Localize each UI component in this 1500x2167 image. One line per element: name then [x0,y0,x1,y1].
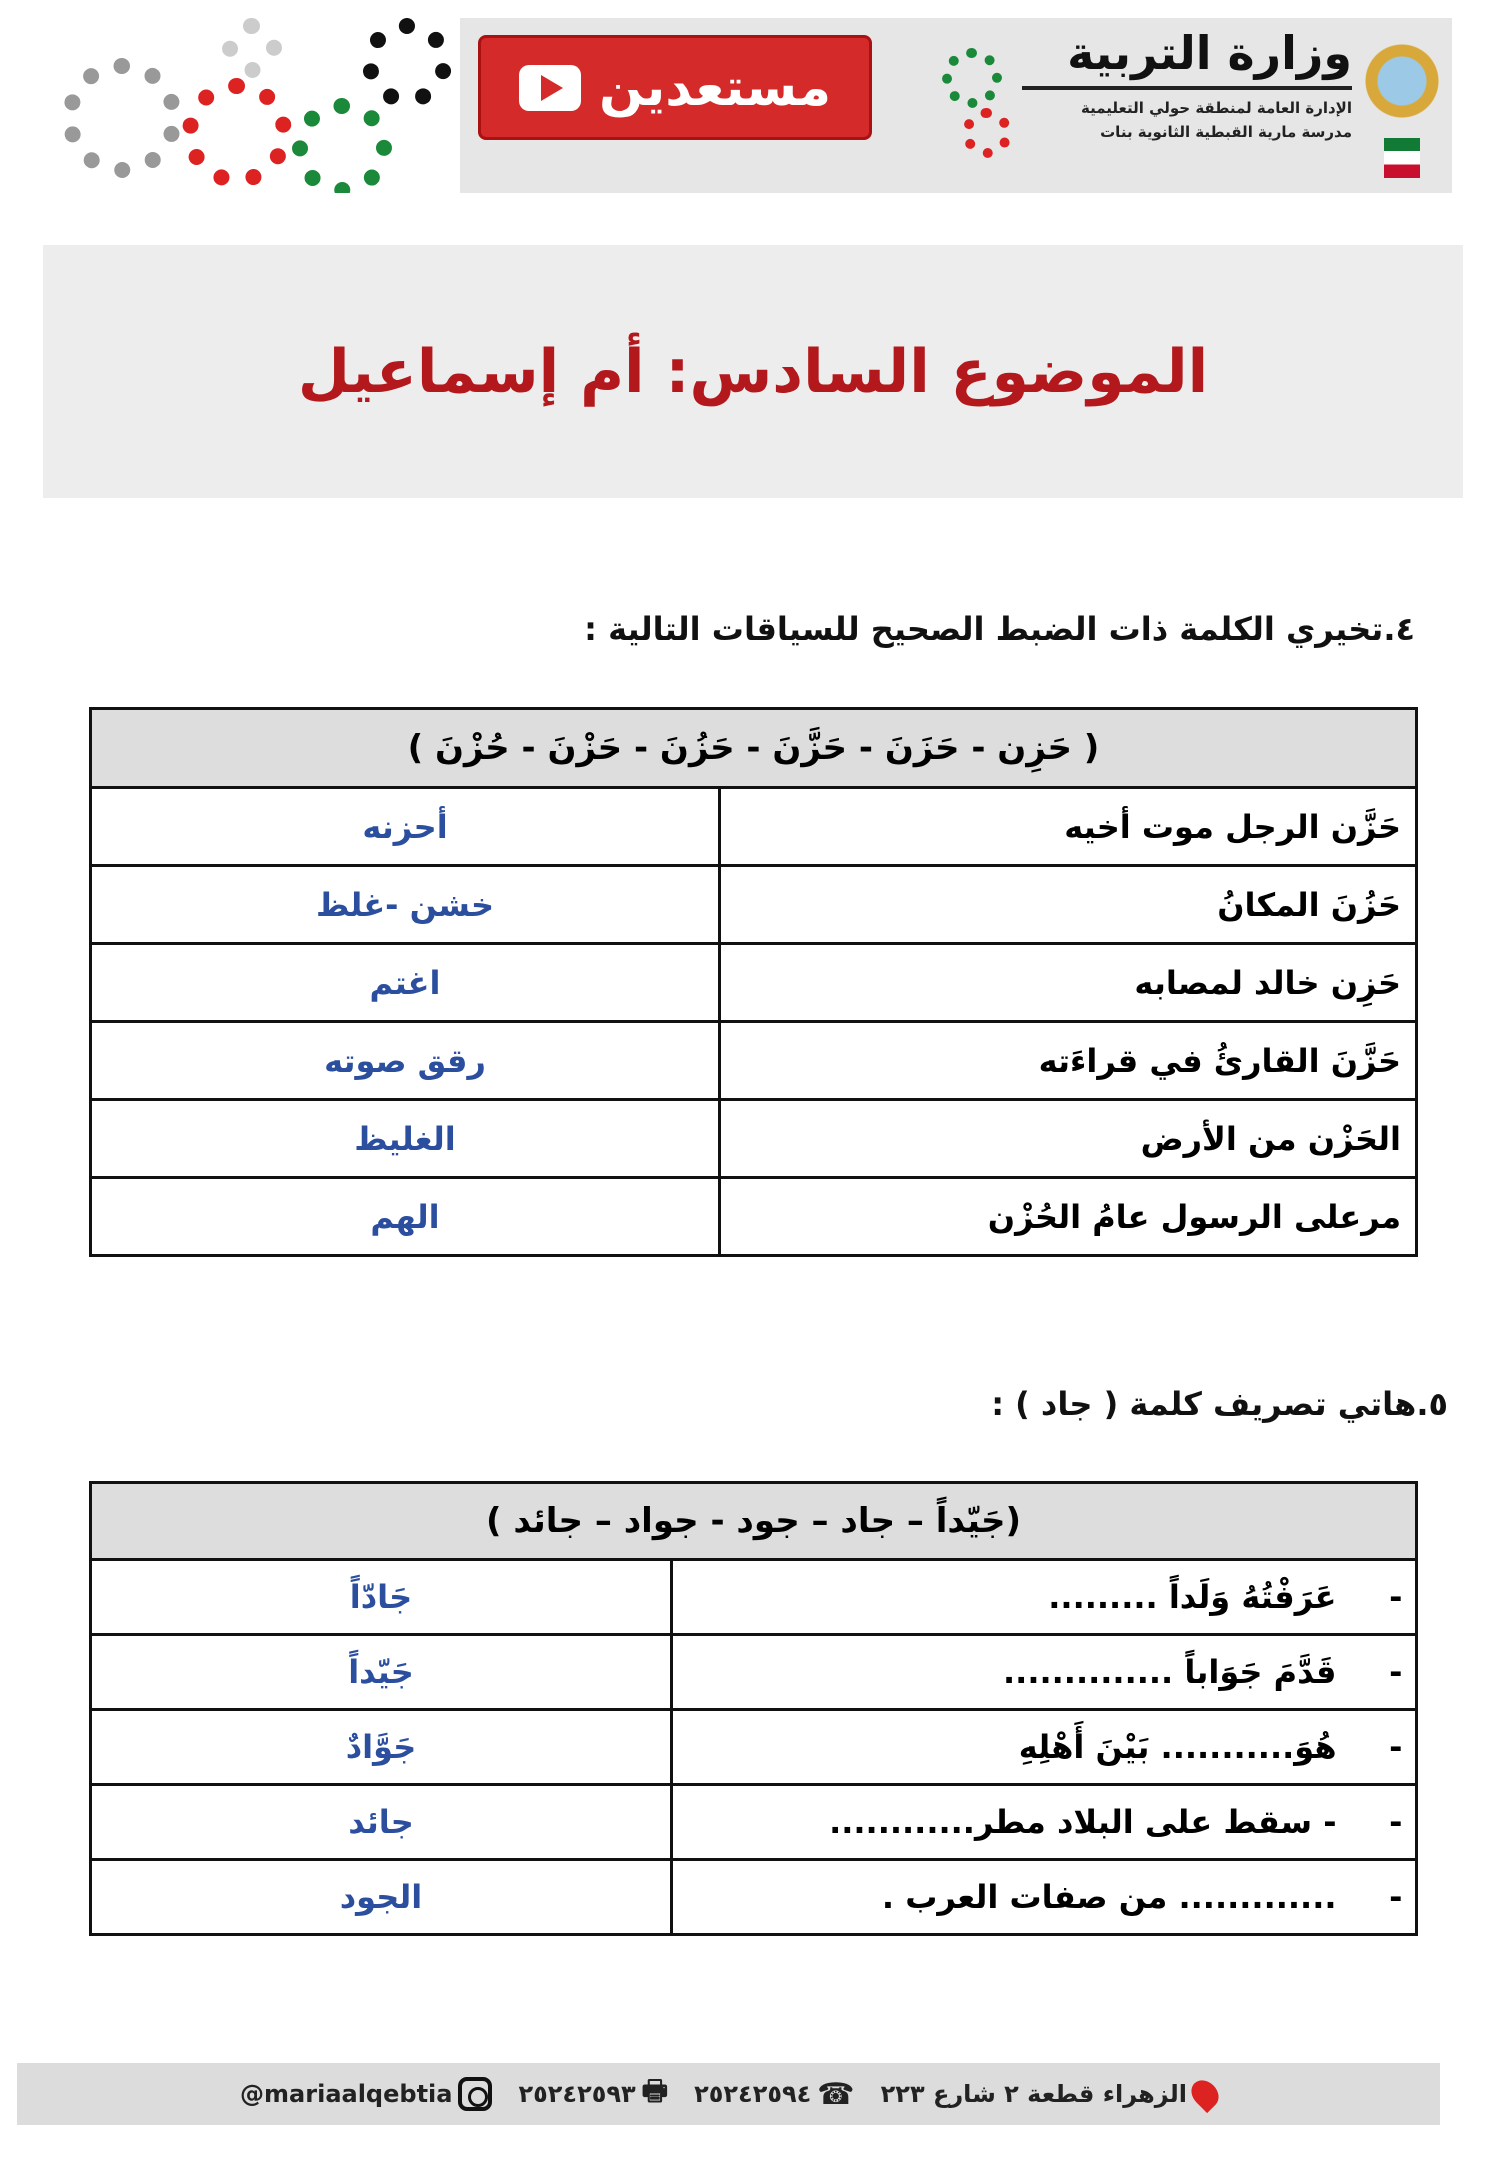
instagram[interactable] [240,2077,492,2111]
table-row [91,866,1417,944]
title-box [43,245,1463,498]
divider [1022,86,1352,90]
table-row [91,1785,1417,1860]
answer-cell: اغتم [91,944,720,1022]
options-header: (جَيّداً – جاد – جود - جواد – جائد ) [91,1483,1417,1560]
sentence-cell: هُوَ........... بَيْنَ أَهْلِهِ [672,1710,1377,1785]
sentence-cell: حَزِن خالد لمصابه [720,944,1417,1022]
table-row [91,1710,1417,1785]
sentence-cell: قَدَّمَ جَوَاباً .............. [672,1635,1377,1710]
sentence-cell: - سقط على البلاد مطر............ [672,1785,1377,1860]
footer [17,2063,1440,2125]
sentence-cell: حَزَّنَ القارئُ في قراءَته [720,1022,1417,1100]
ministry-subtitle: الإدارة العامة لمنطقة حولي التعليمية [1080,99,1352,117]
table-row [91,1022,1417,1100]
table-row [91,1635,1417,1710]
answer-cell: جَيّداً [91,1635,672,1710]
dash: - [1377,1560,1417,1635]
phone-number: ٢٥٢٤٢٥٩٤ [694,2080,812,2108]
question-5-heading: ٥.هاتي تصريف كلمة ( جاد ) : [991,1385,1448,1423]
instagram-icon [458,2077,492,2111]
youtube-button[interactable] [478,35,872,140]
fax-icon: 🖶 [641,2074,669,2107]
fax-number: ٢٥٢٤٢٥٩٣ [518,2080,636,2108]
flag-icon [1384,138,1420,178]
dash: - [1377,1710,1417,1785]
instagram-handle[interactable]: @mariaalqebtia [240,2080,453,2108]
address-text: الزهراء قطعة ٢ شارع ٢٢٣ [880,2080,1187,2108]
table-row [91,1560,1417,1635]
dash: - [1377,1635,1417,1710]
location-pin-icon [1186,2075,1224,2113]
answer-cell: الهم [91,1178,720,1256]
sentence-cell: حَزَّن الرجل موت أخيه [720,788,1417,866]
kuwait-gears-logo [942,38,1022,178]
page-title: الموضوع السادس: أم إسماعيل [297,336,1209,407]
answer-cell: الغليظ [91,1100,720,1178]
options-header: ( حَزِن - حَزَنَ - حَزَّنَ - حَزُنَ - حَزْنَ - حُزْنَ ) [91,709,1417,788]
answer-cell: رقق صوته [91,1022,720,1100]
table-row [91,1100,1417,1178]
ministry-title: وزارة التربية [1067,26,1352,80]
table-row [91,1178,1417,1256]
youtube-label: مستعدين [598,57,832,118]
sentence-cell: مرعلى الرسول عامُ الحُزْن [720,1178,1417,1256]
answer-cell: جَادّاً [91,1560,672,1635]
table-row [91,1860,1417,1935]
ministry-name [1022,26,1352,144]
phone-icon: ☎ [817,2076,855,2112]
address [881,2079,1217,2109]
question-5-table [89,1481,1418,1936]
table-row [91,788,1417,866]
school-name: مدرسة مارية القبطية الثانوية بنات [1100,123,1352,141]
dash: - [1377,1785,1417,1860]
table-row [91,944,1417,1022]
fax [518,2070,668,2118]
sentence-cell: حَزُنَ المكانُ [720,866,1417,944]
phone [694,2077,855,2112]
sentence-cell: ............. من صفات العرب . [672,1860,1377,1935]
sentence-cell: عَرَفْتُهُ وَلَداً ......... [672,1560,1377,1635]
question-4-heading: ٤.تخيري الكلمة ذات الضبط الصحيح للسياقات التالية : [584,610,1415,648]
answer-cell: جائد [91,1785,672,1860]
answer-cell: أحزنه [91,788,720,866]
gears-decoration [42,18,460,193]
dash: - [1377,1860,1417,1935]
sentence-cell: الحَزْن من الأرض [720,1100,1417,1178]
question-4-table [89,707,1418,1257]
header-banner [42,18,1452,193]
answer-cell: جَوَّادٌ [91,1710,672,1785]
play-icon [519,65,581,111]
answer-cell: الجود [91,1860,672,1935]
answer-cell: خشن -غلظ [91,866,720,944]
